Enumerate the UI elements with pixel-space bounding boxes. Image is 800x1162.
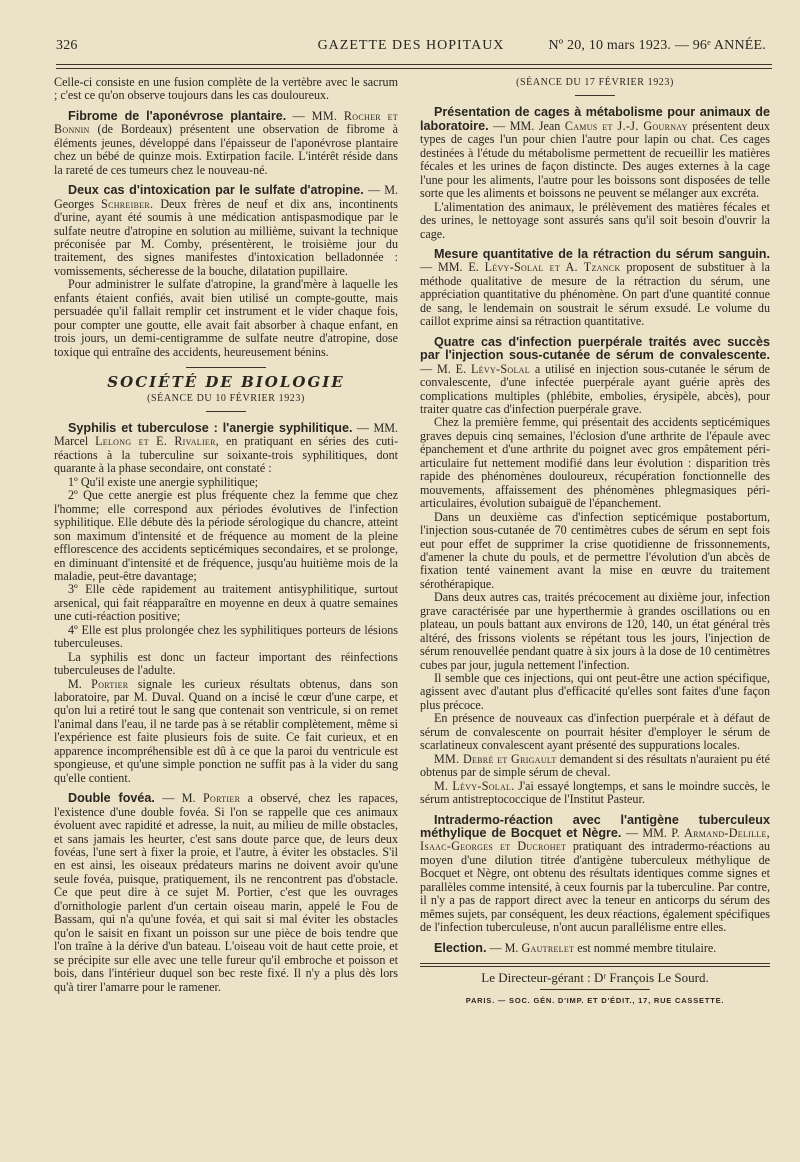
list-item: 4º Elle est plus prolongée chez les syphilitiques porteurs de lésions tuberculeuses. [54,622,398,651]
article-atropine [54,184,398,278]
article-authors: Camus et J.-J. Gournay [564,118,688,133]
director-line: Le Directeur-gérant : Dʳ François Le Sourd. [481,970,709,986]
article-authors: Lévy-Solal et A. Tzanck [484,260,621,275]
article-text: pratiquant des intradermo-réactions au moyen d'une dilution titrée d'antigène tuberculeux méthylique de Bocquet et Nègre, ont obtenu des résultats identiques comme signes et parallèles comme intensité, à ceux fournis par la tuberculine. Par contre, il n'y a pas de rapport direct avec la teneur en anticorps du sérum des mêmes sujets, par conséquent, les deux réactions, également spécifiques de l'infection tuberculeuse, n'ont aucun parallélisme entre elles. [420,839,770,935]
article-text: Deux frères de neuf et dix ans, incontinents d'urine, ayant été soumis à une médication antispasmodique par le sulfate neutre d'atropine en solution au millième, suivant la technique préconisée par M. Comby, présentèrent, le troisième jour du traitement, des signes manifestes d'intoxication belladonnée : vomissements, sécheresse de la bouche, dilatation pupillaire. [54,196,398,278]
article-paragraph: L'alimentation des animaux, le prélèvement des matières fécales et des urines, le nettoyage sont assurés sans qu'il soit besoin d'ouvrir la cage. [420,199,770,241]
intro-paragraph: Celle-ci consiste en une fusion complète de la vertèbre avec le sacrum ; c'est ce qu'on observe toujours dans les cas douloureux. [54,75,398,103]
article-lead: — MM. E. [420,260,479,275]
article-paragraph [420,780,770,807]
article-paragraph: En présence de nouveaux cas d'infection puerpérale et à défaut de sérum de convalescente on pourrait hésiter d'employer le sérum de scarlatineux convalescent ayant présenté des suppurations locales. [420,711,770,753]
article-authors: Schreiber. [101,196,154,211]
article-lead: — M. E. [420,361,467,376]
article-paragraph: Il semble que ces injections, qui ont peut-être une action spécifique, agissent avec d'autant plus d'efficacité qu'elles sont faites d'une façon plus précoce. [420,671,770,712]
article-authors: Portier [202,791,241,806]
article-paragraph: Dans un deuxième cas d'infection septicémique postabortum, l'injection sous-cutanée de 70 centimètres cubes de sérum en sept fois eut pour effet de supprimer la crise quotidienne de frissonnements, d'amener la chute du pouls, et de permettre l'évolution d'un abcès de fixation tenté vainement avant la mise en œuvre du traitement sérothérapique. [420,509,770,591]
article-authors: — MM. Rocher et Bonnin [54,108,398,137]
article-election [420,942,770,955]
list-item: 2º Que cette anergie est plus fréquente chez la femme que chez l'homme; elle correspond aux périodes évolutives de l'infection syphilitique. Elle débute dès la période sérologique du chancre, atteint son maximum d'intensité et de fréquence au moment de la pleine efflorescence des accidents septicémiques secondaires, et se prolonge, en diminuant d'intensité et de fréquence, jusqu'au huitième mois de la maladie, peut-être davantage; [54,488,398,583]
page-header [56,38,766,62]
imprint-line: PARIS. — SOC. GÉN. D'IMP. ET D'ÉDIT., 17, RUE CASSETTE. [465,995,725,1005]
article-text: signale les curieux résultats obtenus, dans son laboratoire, par M. Duval. Quand on a incisé le cœur d'une carpe, et qu'on lui a retiré tout le sang que contenait son ventricule, si on remet l'animal dans l'eau, il ne tarde pas à se rétablir complètement, même si l'expérience est faite plusieurs fois de suite. Ce fait curieux, et en apparence incompréhensible est dû à ce que la paroi du ventricule est spongieuse, et qu'une simple ponction ne suffit pas à la vider du sang qu'elle contient. [54,676,398,785]
list-item: 1º Qu'il existe une anergie syphilitique; [68,474,259,489]
article-text: (de Bordeaux) présentent une observation de fibrome à éléments jeunes, développé dans l'épaisseur de l'aponévrose plantaire chez un bébé de quinze mois. Extirpation facile. L'intérêt réside dans la rareté de ces tumeurs chez le nouveau-né. [54,122,398,177]
seance-date: (SÉANCE DU 17 FÉVRIER 1923) [516,77,674,88]
article-text: a observé, chez les rapaces, l'existence d'une double fovéa. Si l'on se rappelle que ces animaux évoluent avec rapidité et adresse, la nuit, au milieu de mille obstacles, et sans jamais les heurter, c'est sans doute parce que, de leurs deux fovéas, l'une sert à fixer la proie, et l'autre, à éviter les obstacles. S'il en est ainsi, les oiseaux prédateurs marins ne doivent avoir qu'une seule fovéa, puisque, pratiquement, ils ne rencontrent pas d'obstacle. Ce que peut dire à ce sujet M. Portier, c'est que les ouvrages d'ornithologie parlent d'un certain oiseau marin, appelé le Fou de Bassam, qui n'a qu'une fovéa, et qui sait si mal éviter les obstacles qu'on le saisit en fixant un poisson sur une pièce de bois tendre que l'on traîne à la dérive d'un bateau. L'oiseau voit de haut cette proie, et se précipite sur elle avec une telle fureur qu'il embroche et poisson et bois, dans l'intérieur duquel son bec reste fixé. Il n'y a plus dès lors qu'à tirer l'amarre pour le ramener. [54,791,398,994]
article-heading: Mesure quantitative de la rétraction du sérum sanguin. [434,246,770,261]
left-column [54,76,398,994]
article-paragraph [420,753,770,780]
section-divider [206,411,246,412]
article-paragraph: Dans deux autres cas, traités précocement au dixième jour, infection grave caractérisée par une hyperthermie à grandes oscillations ou en plateau, un pouls battant aux environs de 120, 140, un état général très altéré, des frissons violents se répétant tous les jours, l'injection de sérum renouvellée pendant quatre à six jours à la dose de 10 centimètres cubes par jour, jugula nettement l'infection. [420,590,770,672]
seance-date: (SÉANCE DU 10 FÉVRIER 1923) [147,392,305,404]
article-puerperale [420,336,770,417]
article-authors: Gautrelet [521,940,575,955]
article-paragraph: M. Portier signale les curieux résultats obtenus, dans son laboratoire, par M. Duval. Quand on a incisé le cœur d'une carpe, et qu'on lui a retiré tout le sang que contenait son ventricule, si on remet l'animal dans l'eau, il ne tarde pas à se rétablir complètement, même si l'expérience est faite plusieurs fois de suite. Ce fait curieux, et en apparence incompréhensible est dû à ce que la paroi du ventricule est spongieuse, et qu'une simple ponction ne suffit pas à la vider du sang qu'elle contient. [54,676,398,785]
article-fibrome [54,110,398,177]
article-heading: Deux cas d'intoxication par le sulfate d'atropine. [68,183,364,198]
article-text: proposent de substituer à la méthode qualitative de mesure de la rétraction du sérum, une appréciation quantitative du phénomène. On part d'une quantité connue de sang, le lendemain on soustrait le sérum exsudé. Le volume du caillot exprime ainsi sa rétraction quantitative. [420,260,771,329]
section-divider [186,367,266,368]
article-fovea [54,792,398,994]
society-title: SOCIÉTÉ DE BIOLOGIE [107,373,345,392]
page-number: 326 [56,38,78,53]
article-cages [420,106,770,200]
journal-title: GAZETTE DES HOPITAUX [317,38,505,53]
article-text: est nommé membre titulaire. [577,940,717,955]
article-authors: Armand-Delille, Isaac-Georges et Ducrohet [420,826,770,854]
article-lead: — M. [162,791,196,806]
article-heading: Double fovéa. [68,791,155,806]
article-text: en pratiquant en séries des cuti-réactions à la tuberculine sur soixante-trois syphilitiques, dont quarante à la phase secondaire, ont constaté : [54,434,398,476]
issue-date: Nº 20, 10 mars 1923. — 96ᵉ ANNÉE. [548,38,766,53]
right-column [420,76,770,1007]
header-rule [56,64,772,65]
article-intradermo [420,814,770,935]
header-rule-thin [56,68,772,69]
article-text: demandent si des résultats n'auraient pu été obtenus par de simple sérum de cheval. [420,751,770,780]
list-item: 3º Elle cède rapidement au traitement antisyphilitique, surtout arsenical, qui fait réapparaître en moyenne en deux à quatre semaines une cuti-réaction positive; [54,582,398,624]
article-authors: MM. Debré et Grigault [434,751,557,766]
article-lead: — MM. Jean [493,118,561,133]
article-retraction [420,248,770,329]
article-authors: M. Lévy-Solal. [434,778,515,793]
footer-rule-thick [420,966,770,967]
article-syphilis [54,422,398,476]
article-heading: Fibrome de l'aponévrose plantaire. [68,108,287,123]
article-heading: Syphilis et tuberculose : l'anergie syphilitique. [68,420,353,435]
article-text: J'ai essayé longtemps, et sans le moindre succès, le sérum antistreptococcique de l'Institut Pasteur. [420,778,771,807]
article-heading: Election. [434,940,487,955]
article-lead: — MM. P. [625,826,680,841]
article-text: présentent deux types de cages l'un pour chien l'autre pour lapin ou chat. Ces cages destinées à l'étude du métabolisme permettent de recueillir les matières fécales et les urines de façon distincte. Des auges externes à la cage l'une pour les aliments, l'autre pour les boissons sont disposées de telle sorte que les aliments et boissons ne peuvent se mélanger aux excréta. [420,118,770,201]
section-divider [575,95,615,96]
article-heading: Présentation de cages à métabolisme pour animaux de laboratoire. [420,105,770,133]
article-authors: Lelong et E. Rivalier, [95,434,220,449]
article-authors: Lévy-Solal [471,361,530,376]
footer-rule [420,963,770,964]
footer-divider [540,989,650,990]
article-lead: — M. Georges [54,183,398,211]
article-authors: Portier [91,676,129,691]
article-heading: Quatre cas d'infection puerpérale traités avec succès par l'injection sous-cutanée de sérum de convalescente. [420,334,770,363]
article-paragraph: Chez la première femme, qui présentait des accidents septicémiques graves depuis cinq semaines, l'éclosion d'une arthrite de l'épaule avec épanchement et d'une arthrite du poignet avec gros empâtement péri-articulaire fut nettement modifié dans leur évolution : disparition très rapide des phénomènes douloureux, récupération fonctionnelle des mouvements, affaissement des phénomènes phlegmasiques péri-articulaires, évolution subaiguë de l'épanchement. [420,415,770,511]
article-lead: — MM. Marcel [54,420,398,449]
article-lead: — M. [489,940,519,955]
article-paragraph: La syphilis est donc un facteur important des réinfections tuberculeuses de l'adulte. [54,649,398,678]
article-text: a utilisé en injection sous-cutanée le sérum de convalescente, d'une infectée puerpérale ayant guérie après des complications multiples (phlébite, embolies, érysipèle, abcès), pour traiter quatre cas d'infection puerpérale grave. [420,361,770,416]
article-heading: Intradermo-réaction avec l'antigène tuberculeux méthylique de Bocquet et Nègre. [420,812,770,841]
article-paragraph: Pour administrer le sulfate d'atropine, la grand'mère à laquelle les enfants étaient confiés, avait bien utilisé un compte-goutte, mais persuadée qu'il fallait remplir cet instrument et le vider chaque fois, pour compter une goutte, elle avait fait absorber à chaque enfant, en trois jours, un demi-centigramme de sulfate neutre d'atropine, dose toxique qui entraîne des accidents, heureusement bénins. [54,277,398,359]
